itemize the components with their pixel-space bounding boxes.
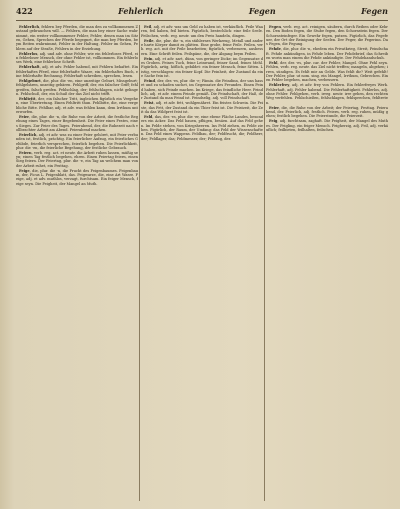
entry-text: , adj. furchtsam, zaghaft. Die Feigheit, der Mangel des Muthes. Der Feigling, ein feiger Mensch. Feigherzig, adj. Feil, adj. verkäuflich; feilbieten, feilhalten, feilschen. [266,119,388,132]
entry-text: , die, die Ruhe von der Arbeit; der Feiertag, Festtag. Feierabend, der. Feierlich, adj. festlich. Feiern, verb. reg. ruhen, müßig gehen; festlich begehen. Die Feierstunde, die Feierzeit. [266,105,388,119]
dictionary-entry [266,83,388,105]
dictionary-entry [16,25,138,51]
dictionary-entry [141,39,263,56]
column-left [16,25,138,501]
entry-headword: Feiern [19,150,32,155]
dictionary-entry [16,52,138,65]
entry-headword: Fehde [269,47,281,52]
entry-headword: Fein [144,56,153,61]
entry-text: , adj. et adv. frey von Fehlern. Ein fehlerfreyes Werk. Fehlerhaft, adj. Fehler habend. Die Fehlerhaftigkeit. Fehlerlos, adj. ohne Fehler. Fehlgehen, verb. irreg. neutr. irre gehen, den rechten Weg verfehlen. Fehlschießen, fehlschlagen, fehlsprechen, fehltreten. [266,83,388,105]
entry-headword: Feierlich [19,132,37,137]
dictionary-entry [266,47,388,60]
dictionary-entry [266,119,388,132]
dictionary-entry [16,97,138,114]
entry-headword: Feier [19,114,30,119]
page-header [16,6,388,21]
entry-headword: Fehlerfrey [269,83,290,88]
entry-text: , die, plur. die -en, eine unzeitige Geburt, Missgeburt; fehlgebären, unzeitig gebären. Fehlgriff, der, ein falscher Griff; fehlgreifen, falsch greifen. Fehlschlag, der; fehlschlagen, nicht gelingen. Fehlschuß, der, ein Schuß der das Ziel nicht trifft. [16,78,138,96]
entry-text: , verb. reg. act. reinigen, säubern, durch Reiben oder Kehren. Den Boden fegen, die Stube fegen, den Schornstein fegen. Der Schornsteinfeger. Ein Gewehr fegen, putzen. Figürlich, das Fegefeuer, der Ort der Reinigung der Seelen. Der Feger, die Fegerinn. Das Fegen, die Fegung. [266,25,388,47]
entry-text: , das, des -es, plur. die -er, eine ebene Fläche Landes, besonders ein Acker. Das Feld bauen, pflügen, besäen. Auf das Feld gehen. Im Felde stehen, von Kriegsheeren. Ins Feld ziehen, zu Felde ziehen. Figürlich, der Raum, der Umfang: das Feld der Wissenschaften. Das Feld eines Wappens. Feldbau, der; Feldfrucht, die; Feldherr, der; Feldlager, das; Feldmesser, der; Feldzug, der. [141,114,263,141]
entry-text: , der, des -es, plur. die -e; Fämin. die Feindinn, der uns hasset und zu schaden suchet, im Gegensatze des Freundes. Einen Feind haben, sich Feinde machen. Im Kriege, das feindliche Heer. Feindlich, adj. et adv. einem Feinde gemäß. Die Feindschaft, der Haß, der Zustand da man Feind ist. Feindselig, adj. voll Feindschaft. [141,78,263,101]
entry-headword: Fehlerhaft [19,65,40,70]
column-divider [139,25,140,501]
entry-text: , adj. et adv. was um Geld zu haben ist, verkäuflich. Feile Waaren, feil haben, feil bieten. Figürlich, bestechlich: eine feile Seele. Feilschen, verb. reg. neutr. um den Preis handeln, dingen. [141,25,263,38]
entry-headword: Feld [144,114,153,119]
dictionary-entry [141,57,263,79]
dictionary-entry [16,133,138,150]
entry-headword: Fehltritt [19,96,36,101]
column-middle [141,25,263,501]
dictionary-entry [16,169,138,186]
entry-headword: Fehlerlich [19,25,40,29]
entry-headword: Feile [144,38,154,43]
entry-text: , adj. et adv. Fehler habend, mit Fehlern behaftet. Ein fehlerhaftes Pferd, eine fehlerhafte Waare, ein fehlerhaftes Buch, eine fehlerhafte Rechnung. Fehlerhaft schreiben, sprechen, lesen. [16,65,138,78]
dictionary-entry [141,101,263,114]
dictionary-entry [266,61,388,83]
entry-headword: Fehlgeburt [19,78,41,83]
entry-text: , adj. und adv. ohne Fehler, wie ein fehlerloses Pferd, ein fehlerloser Mensch, der ohne Fehler ist, vollkommen. Ein fehlerloses Werk, eine fehlerlose Schrift. [16,51,138,65]
dictionary-entry [141,115,263,141]
entry-headword: Feig [269,119,278,124]
entry-text: , die, plur. die -n, ehedem ein Privatkrieg, Streit, Feindschaft. Fehde ankündigen, in Fehde leben. Der Fehdebrief, das Schreiben worin man einem die Fehde ankündigte. Der Fehdehandschuh. [266,47,388,60]
running-head-left: Fehlerlich [118,6,164,16]
dictionary-entry [141,79,263,101]
dictionary-entry [266,106,388,119]
dictionary-entry [16,65,138,78]
dictionary-entry [16,115,138,132]
entry-headword: Feier [269,105,280,110]
text-columns [16,25,388,501]
entry-headword: Fehl [269,60,278,65]
entry-text: , verb. reg. act. et neutr. die Arbeit ruhen lassen, müßig seyn; einen Tag festlich begehen, ehren. Einen Feiertag feiern, einen Sieg feiern. Der Feiertag, plur. die -e, ein Tag an welchem man von der Arbeit ruhet, ein Festtag. [16,150,138,168]
dictionary-entry [16,79,138,96]
column-divider [264,25,265,501]
entry-text: , adj. et adv. fett, wohlgenähret. Ein feistes Schwein. Die Feiste, das Fett, der Zustand da ein Thier feist ist. Die Feistzeit, die Zeit da das Wildpret feist ist. [141,101,263,114]
entry-text: , die, plur. die -n, ein stählernes Werkzeug, Metall und andere harte Körper damit zu glätten. Eine grobe, feine Feile. Feilen, verb. reg. act. mit der Feile bearbeiten; figürlich, verbessern, ausbessern. Eine Schrift feilen. Feilspäne, die, der Abgang beym Feilen. [141,38,263,56]
entry-text: , der, des -es, plur. car. der Fehler, Mangel. Ohne Fehl seyn. Fehlen, verb. reg. neutr. das Ziel nicht treffen; mangeln, abgehen; irren, sündigen. Es fehlt mir an Gelde. Was fehlt dir? Weit gefehlt! Der Fehler, plur. ut nom. sing. ein Mangel, Irrthum, Gebrechen. Einen Fehler begehen, machen, verbessern. [266,60,388,83]
entry-text: , adj. et adv. was zu einer Feier gehöret, mit Feier verbunden ist, festlich, prächtig. Ein feierlicher Aufzug, ein feierliches Gelübde, feierlich versprechen, feierlich begehen. Die Feierlichkeit, plur. die -en, die feierliche Begehung, der festliche Gebrauch. [16,132,138,150]
entry-headword: Feind [144,78,155,83]
entry-text: , der, ein falscher Tritt, ingleichen figürlich ein Vergehen, eine Übertretung. Einen Fehltritt thun. Fehlbitte, die, eine vergebliche Bitte. Fehlbar, adj. et adv. was fehlen kann, dem Irrthum unterworfen. [16,96,138,114]
dictionary-entry [16,151,138,168]
entry-headword: Feil [144,25,152,29]
column-right [266,25,388,501]
dictionary-entry [266,25,388,47]
entry-text: , die, plur. die -n, die Ruhe von der Arbeit, die festliche Begehung eines Tages, einer Begebenheit. Die Feier eines Festes, eines Sieges. Zur Feier des Tages. Feierabend, der, die Ruhezeit nach vollbrachter Arbeit am Abend. Feierabend machen. [16,114,138,132]
entry-headword: Feist [144,101,154,106]
running-head-center: Fegen [248,6,276,16]
dictionary-entry [141,25,263,38]
entry-text: , adj. et adv. zart, dünn, von geringer Dicke; im Gegensatze des Groben. Feines Tuch, feine Leinwand, feiner Sand, feines Mehl. Figürlich, artig, höflich, gebildet: ein feiner Mensch, feine Sitten. Listig, verschlagen: ein feiner Kopf. Die Feinheit, der Zustand da eine Sache fein ist. [141,56,263,78]
entry-text: , fehlern bey Pferden, die man den zu vollkommenen Zustand gebrauchen will. — Fehlern, die man bey einer Sache wahrnimmt, ein weiter vollkommener Fehler, Fehler, denen man im Sitzen, Gehen, Sprechen der Pferde begegnet, die man bey Pferden, beym Reiten wahrnimmt, Fehler in der Haltung, Fehler im Gehen, Fehlern auf der Straße, Fehlern in der Erziehung. [16,25,138,51]
entry-headword: Fehlerlos [19,51,38,56]
entry-headword: Feige [19,168,30,173]
page-number: 422 [16,6,33,16]
running-head-right: Fegen [361,6,388,16]
entry-text: , die, plur. die -n, die Frucht des Feigenbaumes. Feigenbaum, der, Ficus L. Feigenblatt, das. Feigwarze, die, eine Art Warze. Feige, adj. et adv. muthlos, verzagt, furchtsam. Ein feiger Mensch, feige seyn. Die Feigheit, der Mangel an Muth. [16,168,138,186]
entry-headword: Fegen [269,25,281,29]
